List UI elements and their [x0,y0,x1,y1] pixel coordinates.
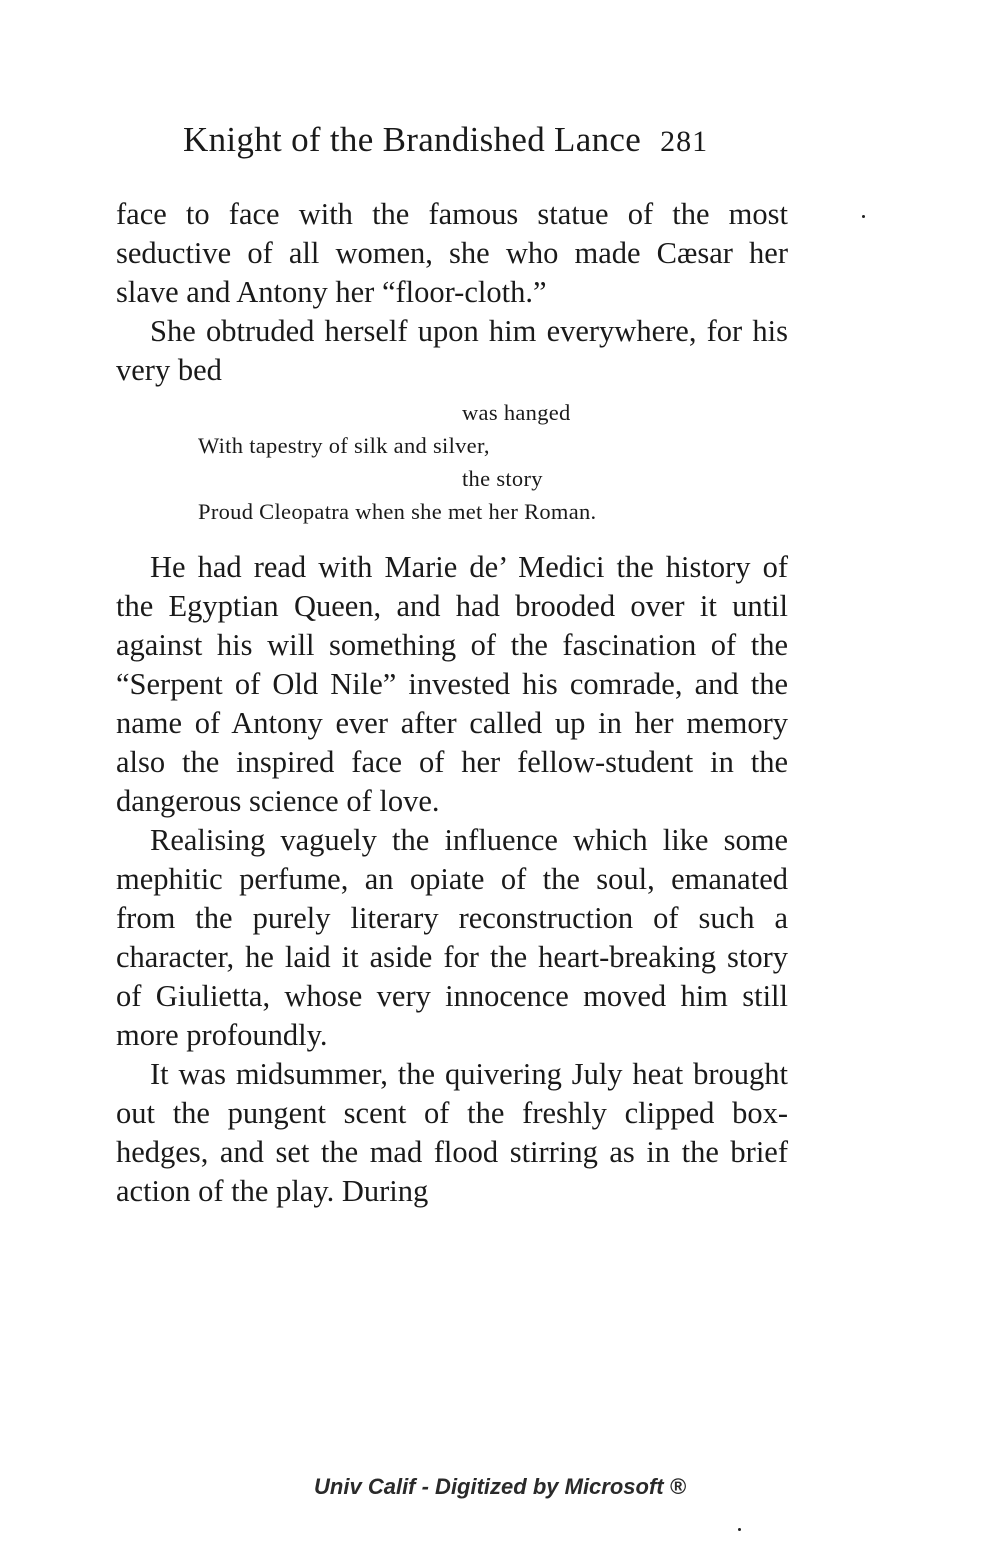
ink-speck [862,215,865,218]
verse-line: Proud Cleopatra when she met her Roman. [198,499,597,524]
ink-speck [738,1528,741,1531]
paragraph: He had read with Marie de’ Medici the history of the Egyptian Queen, and had brooded over it until against his will something of the fascination of the “Serpent of Old Nile” invested his comrade, and the name of Antony ever after called up in her memory also the inspired face of her fellow-student in the dangerous science of love. [116,550,788,818]
verse-line: was hanged [462,400,571,425]
paragraph: Realising vaguely the influence which like some mephitic perfume, an opiate of the soul, emanated from the purely literary reconstruction of such a character, he laid it aside for the heart-breaking story of Giulietta, whose very innocence moved him still more profoundly. [116,823,788,1052]
paragraph: She obtruded herself upon him everywhere, for his very bed [116,314,788,387]
paragraph-continued: face to face with the famous statue of the most seductive of all women, she who made Cæsar her slave and Antony her “floor-cloth.” [116,197,788,309]
page-number: 281 [660,125,709,158]
running-head [183,118,793,164]
digitization-watermark: Univ Calif - Digitized by Microsoft ® [314,1474,686,1499]
verse-quotation [198,396,758,528]
verse-line: the story [462,466,543,491]
running-head-title: Knight of the Brandished Lance [183,120,642,159]
paragraph: It was midsummer, the quivering July heat brought out the pungent scent of the freshly clipped box-hedges, and set the mad flood stirring as in the brief action of the play. During [116,1057,788,1208]
verse-line: With tapestry of silk and silver, [198,433,490,458]
text-block-top [116,195,788,390]
text-block-bottom [116,548,788,1211]
